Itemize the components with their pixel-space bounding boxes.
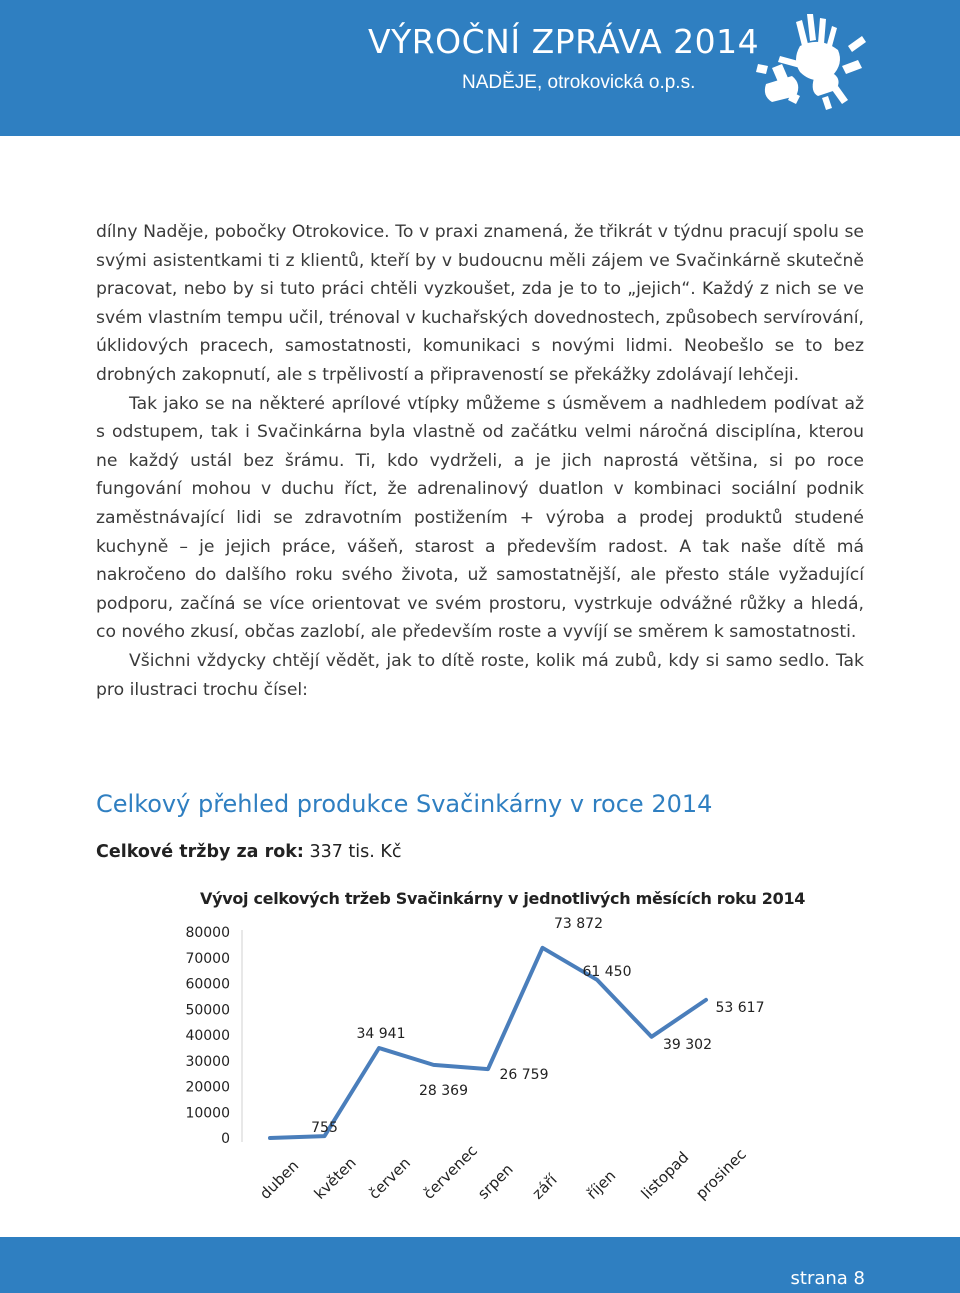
x-tick-label: duben bbox=[256, 1156, 303, 1203]
report-body bbox=[96, 218, 864, 704]
y-tick-label: 30000 bbox=[185, 1053, 230, 1070]
x-tick-label: říjen bbox=[583, 1166, 620, 1203]
data-label: 28 369 bbox=[419, 1082, 468, 1099]
total-sales-label: Celkové tržby za rok: bbox=[96, 842, 304, 862]
data-label: 73 872 bbox=[554, 915, 603, 932]
paragraph-2: Tak jako se na některé aprílové vtípky můžeme s úsměvem a nadhledem podívat až s odstupem, tak i Svačinkárna byla vlastně od začátku velmi náročná disciplína, kterou ne každý ustál bez šrámu. Ti, kdo vydrželi, a je jich naprostá většina, si po roce fungování mohou v duchu říct, že adrenalinový duatlon v kombinaci sociální podnik zaměstnávající lidi se zdravotním postižením + výroba a prodej produktů studené kuchyně – je jejich práce, vášeň, starost a především radost. A tak naše dítě má nakročeno do dalšího roku svého života, už samostatnější, ale přesto stále vyžadující podporu, začíná se více orientovat ve svém prostoru, vystrkuje odvážné růžky a hledá, co nového zkusí, občas zazlobí, ale především roste a vyvíjí se směrem k samostatnosti. bbox=[96, 393, 864, 643]
y-tick-label: 40000 bbox=[185, 1028, 230, 1044]
x-tick-label: listopad bbox=[637, 1148, 693, 1203]
y-tick-label: 20000 bbox=[185, 1079, 230, 1096]
y-tick-label: 0 bbox=[221, 1131, 230, 1147]
y-tick-label: 60000 bbox=[185, 976, 230, 993]
data-label: 61 450 bbox=[582, 963, 632, 980]
page-footer bbox=[0, 1237, 960, 1293]
x-tick-label: červenec bbox=[419, 1141, 481, 1203]
y-tick-label: 70000 bbox=[185, 950, 230, 967]
x-tick-label: květen bbox=[310, 1153, 360, 1203]
paragraph-3: Všichni vždycky chtějí vědět, jak to dítě roste, kolik má zubů, kdy si samo sedlo. Tak pro ilustraci trochu čísel: bbox=[96, 650, 864, 700]
sales-series-line bbox=[270, 948, 706, 1138]
data-label: 53 617 bbox=[715, 999, 765, 1016]
page-number: strana 8 bbox=[790, 1268, 865, 1289]
hands-logo-icon bbox=[752, 6, 872, 111]
organization-name: NADĚJE, otrokovická o.p.s. bbox=[462, 72, 696, 93]
data-label: 26 759 bbox=[499, 1067, 549, 1084]
x-tick-label: červen bbox=[365, 1153, 415, 1203]
y-tick-label: 50000 bbox=[185, 1002, 230, 1019]
x-tick-label: srpen bbox=[474, 1160, 517, 1203]
section-title: Celkový přehled produkce Svačinkárny v roce 2014 bbox=[96, 790, 713, 818]
chart-title: Vývoj celkových tržeb Svačinkárny v jednotlivých měsících roku 2014 bbox=[200, 889, 806, 908]
page-header bbox=[0, 0, 960, 136]
report-title: VÝROČNÍ ZPRÁVA 2014 bbox=[368, 22, 760, 61]
y-tick-label: 10000 bbox=[185, 1105, 230, 1122]
x-tick-label: prosinec bbox=[692, 1145, 750, 1203]
data-label: 34 941 bbox=[356, 1026, 406, 1043]
data-label: 39 302 bbox=[663, 1036, 712, 1053]
x-tick-label: září bbox=[528, 1170, 561, 1203]
total-sales bbox=[96, 842, 401, 862]
total-sales-value: 337 tis. Kč bbox=[309, 842, 402, 862]
y-tick-label: 80000 bbox=[185, 925, 230, 941]
data-label: 755 bbox=[311, 1120, 338, 1136]
paragraph-1: dílny Naděje, pobočky Otrokovice. To v praxi znamená, že třikrát v týdnu pracují spolu se svými asistentkami ti z klientů, kteří by v budoucnu měli zájem ve Svačinkárně skutečně pracovat, nebo by si tuto práci chtěli vyzkoušet, zda je to to „jejich“. Každý z nich se ve svém vlastním tempu učil, trénoval v kuchařských dovednostech, způsobech servírování, úklidových pracech, samostatnosti, komunikaci s novými lidmi. Neobešlo se to bez drobných zakopnutí, ale s trpělivostí a připraveností se překážky zdolávají lehčeji. bbox=[96, 222, 864, 385]
